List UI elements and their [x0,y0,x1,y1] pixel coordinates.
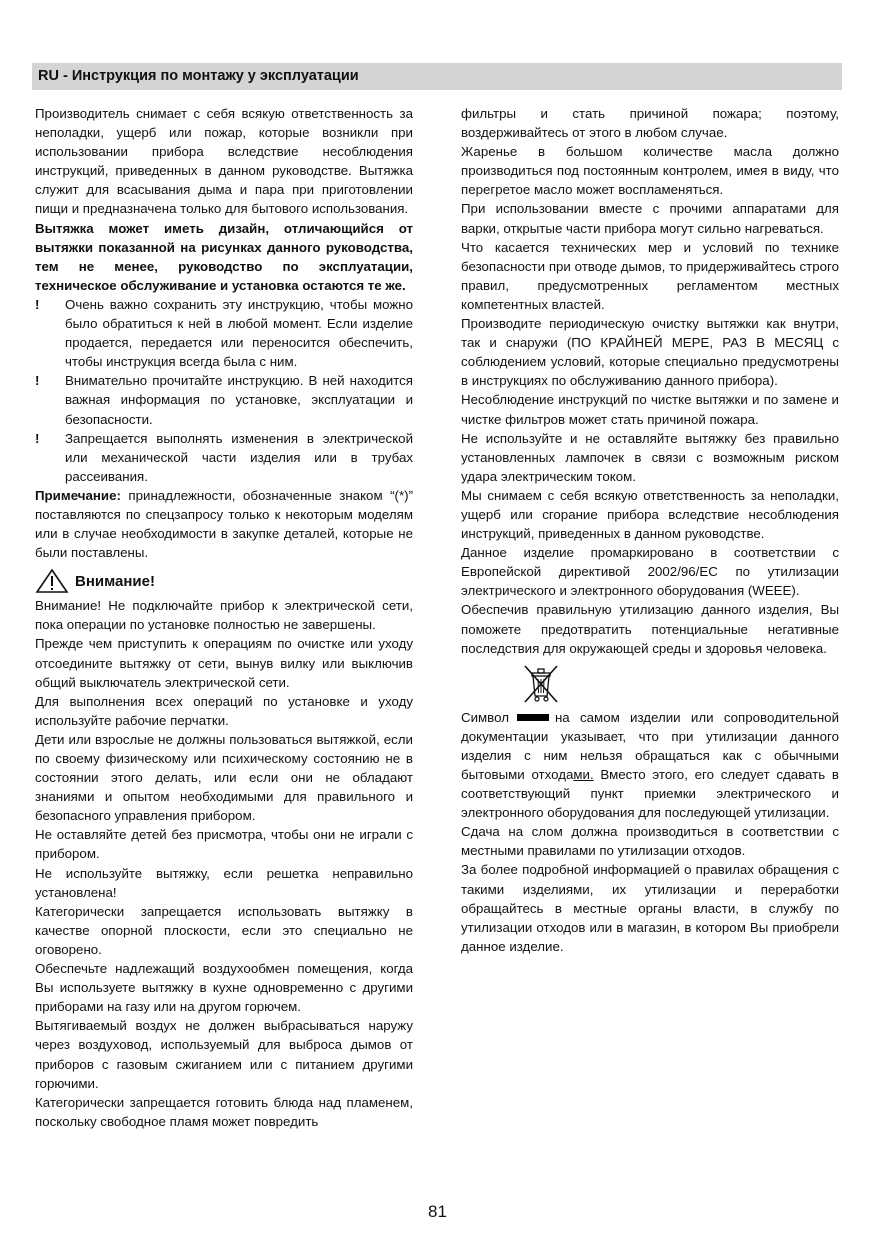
right-column [461,104,839,956]
paragraph: Несоблюдение инструкций по чистке вытяжки и по замене и чистке фильтров может стать причиной пожара. [461,392,839,427]
symbol-paragraph [461,708,839,823]
paragraph: При использовании вместе с прочими аппаратами для варки, открытые части прибора могут сильно нагреваться. [461,201,839,236]
bullet-text: Очень важно сохранить эту инструкцию, чтобы можно было обратиться к ней в любой момент. Если изделие продается, передается или переносится обеспечить, чтобы инструкция всегда была с ним. [65,296,413,370]
paragraph: Данное изделие промаркировано в соответствии с Европейской директивой 2002/96/EC по утилизации электрического и электронного оборудования (WEEE). [461,545,839,599]
bullet-item [35,429,413,486]
paragraph: Производите периодическую очистку вытяжки как внутри, так и снаружи (ПО КРАЙНЕЙ МЕРЕ, РАЗ В МЕСЯЦ с соблюдением условий, которые специально предусмотрены в инструкциях по обслуживанию данного прибора). [461,316,839,389]
paragraph: Дети или взрослые не должны пользоваться вытяжкой, если по своему физическому или психическому состоянию не в состоянии этого делать, или если они не обладают знаниями и опытом необходимыми для правильного и безопасного управления прибором. [35,731,413,824]
note-label: Примечание: [35,487,121,503]
exclamation-icon: ! [35,373,40,389]
warning-heading [35,568,413,594]
paragraph: Прежде чем приступить к операциям по очистке или уходу отсоедините вытяжку от сети, вынув вилку или выключив общий выключатель электрической сети. [35,636,413,690]
warning-title: Внимание! [75,572,155,590]
paragraph: Категорически запрещается использовать вытяжку в качестве опорной плоскости, если это специально не оговорено. [35,903,413,957]
paragraph: Не оставляйте детей без присмотра, чтобы они не играли с прибором. [35,827,413,862]
exclamation-icon: ! [35,296,40,312]
paragraph: Жаренье в большом количестве масла должно производиться под постоянным контролем, имея в виду, что перегретое масло может воспламеняться. [461,144,839,198]
exclamation-icon: ! [35,430,40,446]
paragraph: Сдача на слом должна производиться в соответствии с местными правилами по утилизации отходов. [461,824,839,859]
bullet-text: Внимательно прочитайте инструкцию. В ней находится важная информация по установке, эксплуатации и безопасности. [65,373,413,427]
paragraph: Не используйте и не оставляйте вытяжку без правильно установленных лампочек в связи с возможным риском удара электрическим током. [461,430,839,484]
design-note-paragraph: Вытяжка может иметь дизайн, отличающийся от вытяжки показанной на рисунках данного руководства, тем не менее, руководство по эксплуатации, техническое обслуживание и установка остаются те же. [35,220,413,293]
left-column [35,104,413,1131]
bullet-item [35,371,413,428]
paragraph: Обеспечив правильную утилизацию данного изделия, Вы поможете предотвратить потенциальные негативные последствия для окружающей среды и здоровья человека. [461,602,839,656]
section-header [32,63,842,90]
note-paragraph [35,486,413,562]
black-bar-icon [517,714,549,721]
paragraph: Что касается технических мер и условий по технике безопасности при отводе дымов, то придерживайтесь строго правил, предусмотренных регламентом местных компетентных властей. [461,239,839,312]
section-title: RU - Инструкция по монтажу у эксплуатации [38,68,359,84]
warning-triangle-icon [35,568,69,594]
paragraph: Не используйте вытяжку, если решетка неправильно установлена! [35,865,413,900]
bullet-text: Запрещается выполнять изменения в электрической или механической части изделия или в трубах рассеивания. [65,430,413,484]
crossed-bin-icon [519,662,563,706]
symbol-text-underlined: ми. [573,767,594,782]
symbol-word: Символ [461,709,509,725]
symbol-text: на самом изделии или сопроводительной документации указывает, что при утилизации данного изделия с ним нельзя обращаться как с обычными бытовыми отхода [461,709,839,782]
paragraph: Вытягиваемый воздух не должен выбрасываться наружу через воздуховод, используемый для выброса дымов от приборов с газовым сжиганием или с питанием другими горючими. [35,1018,413,1091]
bullet-item [35,295,413,371]
paragraph: Для выполнения всех операций по установке и уходу используйте рабочие перчатки. [35,693,413,728]
page-number: 81 [428,1202,447,1221]
symbol-text-rest: Вместо этого, его следует сдавать в соответствующий пункт приемки электрического и электронного оборудования для последующей утилизации. [461,767,839,821]
note-text: принадлежности, обозначенные знаком “(*)” поставляются по спецзапросу только к некоторым моделям или в случае необходимости в закупке деталей, которые не были поставлены. [35,487,413,561]
paragraph: Внимание! Не подключайте прибор к электрической сети, пока операции по установке полностью не завершены. [35,598,413,633]
paragraph: фильтры и стать причиной пожара; поэтому, воздерживайтесь от этого в любом случае. [461,106,839,141]
paragraph: Категорически запрещается готовить блюда над пламенем, поскольку свободное пламя может повредить [35,1094,413,1129]
paragraph: Обеспечьте надлежащий воздухообмен помещения, когда Вы используете вытяжку в кухне одновременно с другими приборами на газу или на другом горючем. [35,961,413,1015]
intro-paragraph: Производитель снимает с себя всякую ответственность за неполадки, ущерб или пожар, которые возникли при использовании прибора вследствие несоблюдения инструкций, приведенных в данном руководстве. Вытяжка служит для всасывания дыма и пара при приготовлении пищи и предназначена только для бытового использования. [35,106,413,217]
paragraph: За более подробной информацией о правилах обращения с такими изделиями, их утилизации и переработки обращайтесь в местные органы власти, в службу по утилизации отходов или в магазин, в котором Вы приобрели данное изделие. [461,862,839,954]
paragraph: Мы снимаем с себя всякую ответственность за неполадки, ущерб или сгорание прибора вследствие несоблюдения инструкций, приведенных в данном руководстве. [461,487,839,542]
